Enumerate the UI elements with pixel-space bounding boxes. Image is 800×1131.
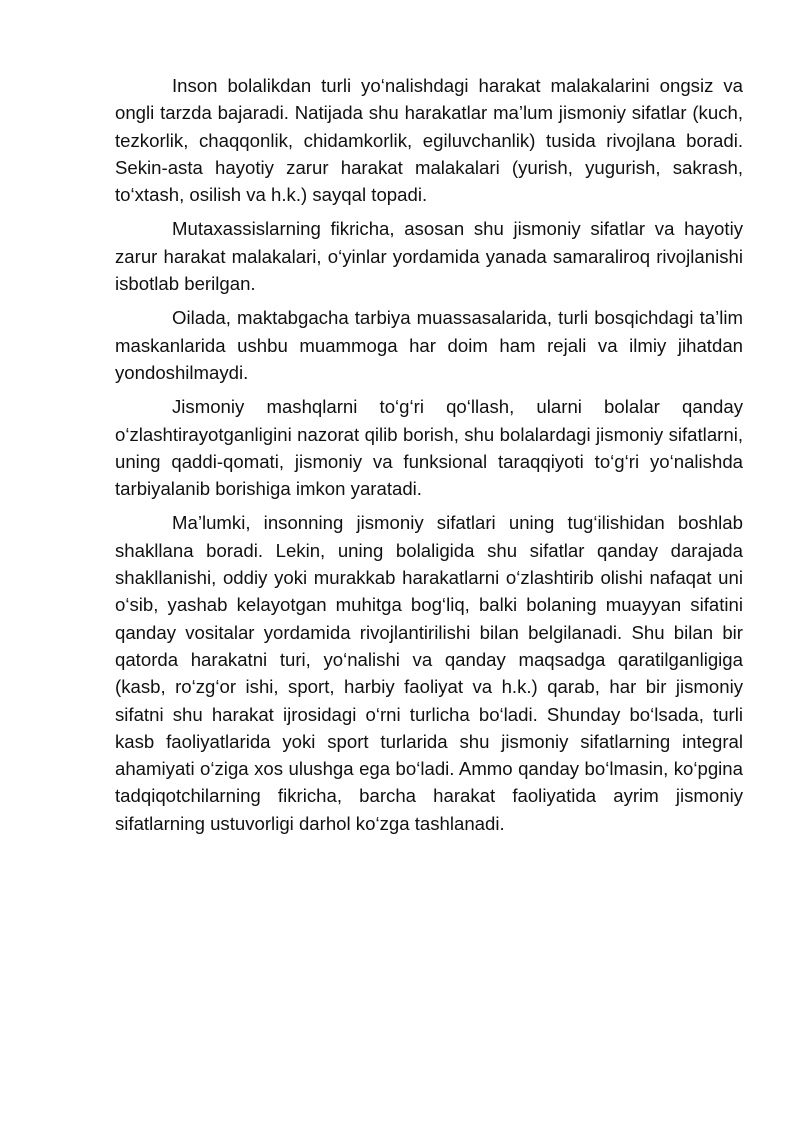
paragraph-1: Inson bolalikdan turli yo‘nalishdagi harakat malakalarini ongsiz va ongli tarzda bajaradi. Natijada shu harakatlar ma’lum jismoniy sifatlar (kuch, tezkorlik, chaqqonlik, chidamkorlik, egiluvchanlik) tusida rivojlana boradi. Sekin-asta hayotiy zarur harakat malakalari (yurish, yugurish, sakrash, to‘xtash, osilish va h.k.) sayqal topadi. <box>115 75 743 206</box>
paragraph-2: Mutaxassislarning fikricha, asosan shu jismoniy sifatlar va hayotiy zarur harakat malakalari, o‘yinlar yordamida yanada samaraliroq rivojlanishi isbotlab berilgan. <box>115 218 743 295</box>
paragraph-4: Jismoniy mashqlarni to‘g‘ri qo‘llash, ularni bolalar qanday o‘zlashtirayotganligini nazorat qilib borish, shu bolalardagi jismoniy sifatlarni, uning qaddi-qomati, jismoniy va funksional taraqqiyoti to‘g‘ri yo‘nalishda tarbiyalanib borishiga imkon yaratadi. <box>115 396 743 500</box>
paragraph-3: Oilada, maktabgacha tarbiya muassasalarida, turli bosqichdagi ta’lim maskanlarida ushbu muammoga har doim ham rejali va ilmiy jihatdan yondoshilmaydi. <box>115 307 743 383</box>
paragraph-5: Ma’lumki, insonning jismoniy sifatlari uning tug‘ilishidan boshlab shakllana boradi. Lekin, uning bolaligida shu sifatlar qanday darajada shakllanishi, oddiy yoki murakkab harakatlarni o‘zlashtirib olishi nafaqat uni o‘sib, yashab kelayotgan muhitga bog‘liq, balki bolaning muayyan sifatini qanday vositalar yordamida rivojlantirilishi bilan belgilanadi. Shu bilan bir qatorda harakatni turi, yo‘nalishi va qanday maqsadga qaratilganligiga (kasb, ro‘zg‘or ishi, sport, harbiy faoliyat va h.k.) qarab, har bir jismoniy sifatni shu harakat ijrosidagi o‘rni turlicha bo‘ladi. Shunday bo‘lsada, turli kasb faoliyatlarida yoki sport turlarida shu jismoniy sifatlarning integral ahamiyati o‘ziga xos ulushga ega bo‘ladi. Ammo qanday bo‘lmasin, ko‘pgina tadqiqotchilarning fikricha, barcha harakat faoliyatida ayrim jismoniy sifatlarning ustuvorligi darhol ko‘zga tashlanadi. <box>115 512 743 834</box>
document-page <box>115 72 743 844</box>
